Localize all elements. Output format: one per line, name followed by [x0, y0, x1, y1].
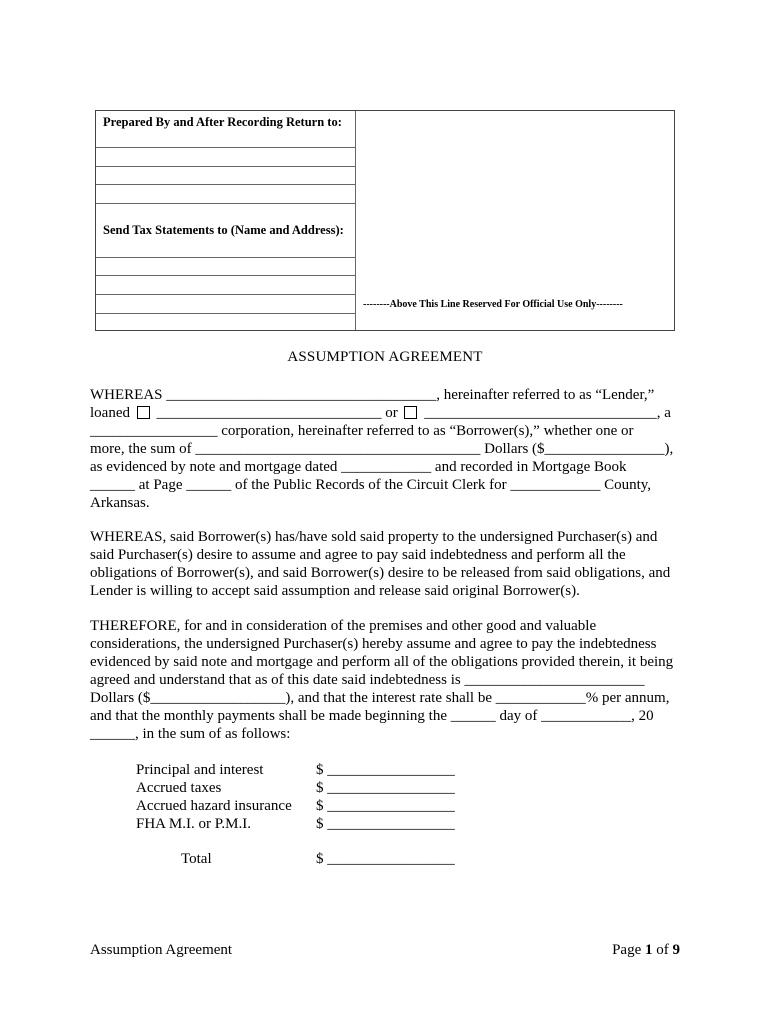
text-line: WHEREAS ____________________________________, hereinafter referred to as “Lender,” [90, 387, 655, 403]
principal-interest-label: Principal and interest [136, 762, 264, 778]
text-line: ______, in the sum of as follows: [90, 726, 291, 742]
text-line: _________________ corporation, hereinafter referred to as “Borrower(s),” whether one or [90, 423, 634, 439]
text-line: and that the monthly payments shall be made beginning the ______ day of ____________, 20 [90, 708, 654, 724]
mortgage-insurance-label: FHA M.I. or P.M.I. [136, 816, 252, 832]
text-segment: _______________________________, a [424, 405, 671, 421]
official-use-label: --------Above This Line Reserved For Official Use Only-------- [363, 299, 623, 310]
table-rule [96, 257, 355, 258]
text-line: obligations of Borrower(s), and said Borrower(s) desire to be released from said obligations, and [90, 565, 671, 581]
text-segment: ______________________________ or [156, 405, 398, 421]
document-title: ASSUMPTION AGREEMENT [287, 349, 483, 365]
footer-document-name: Assumption Agreement [90, 942, 233, 958]
text-line: Lender is willing to accept said assumption and release said original Borrower(s). [90, 583, 580, 599]
text-line: Dollars ($__________________), and that the interest rate shall be ____________% per annum, [90, 690, 670, 706]
paragraph-therefore [90, 617, 690, 743]
text-line: more, the sum of ______________________________________ Dollars ($________________), [90, 441, 674, 457]
page-total: 9 [672, 942, 680, 958]
text-line: considerations, the undersigned Purchaser(s) hereby assume and agree to pay the indebtedness [90, 636, 657, 652]
text-line: agreed and understand that as of this date said indebtedness is ________________________ [90, 672, 645, 688]
recording-box [95, 110, 675, 331]
text-line: Arkansas. [90, 495, 150, 511]
table-rule [96, 203, 355, 204]
page-indicator [612, 942, 680, 959]
table-rule [96, 294, 355, 295]
paragraph-whereas-borrower [90, 528, 690, 600]
page-current: 1 [645, 942, 653, 958]
page-word: Page [612, 942, 642, 958]
text-line: WHEREAS, said Borrower(s) has/have sold said property to the undersigned Purchaser(s) and [90, 529, 658, 545]
text-line: said Purchaser(s) desire to assume and agree to pay said indebtedness and perform all the [90, 547, 626, 563]
table-rule [96, 147, 355, 148]
prepared-by-label: Prepared By and After Recording Return to: [103, 115, 342, 129]
page-of: of [656, 942, 669, 958]
principal-interest-amount: $ _________________ [316, 762, 455, 778]
table-divider [355, 111, 356, 330]
total-amount: $ _________________ [316, 851, 455, 867]
accrued-taxes-amount: $ _________________ [316, 780, 455, 796]
table-rule [96, 184, 355, 185]
individual-checkbox[interactable] [137, 406, 150, 419]
table-rule [96, 275, 355, 276]
table-rule [96, 166, 355, 167]
text-line [90, 404, 690, 422]
text-line: as evidenced by note and mortgage dated ____________ and recorded in Mortgage Book [90, 459, 627, 475]
tax-statements-label: Send Tax Statements to (Name and Address): [103, 223, 344, 237]
text-line: ______ at Page ______ of the Public Records of the Circuit Clerk for ____________ County, [90, 477, 652, 493]
accrued-taxes-label: Accrued taxes [136, 780, 222, 796]
hazard-insurance-amount: $ _________________ [316, 798, 455, 814]
text-line: evidenced by said note and mortgage and perform all of the obligations provided therein, it being [90, 654, 674, 670]
total-label: Total [181, 851, 212, 867]
table-rule [96, 313, 355, 314]
corporation-checkbox[interactable] [404, 406, 417, 419]
hazard-insurance-label: Accrued hazard insurance [136, 798, 292, 814]
text-segment: loaned [90, 405, 130, 421]
text-line: THEREFORE, for and in consideration of the premises and other good and valuable [90, 618, 597, 634]
paragraph-whereas-lender [90, 386, 690, 512]
mortgage-insurance-amount: $ _________________ [316, 816, 455, 832]
